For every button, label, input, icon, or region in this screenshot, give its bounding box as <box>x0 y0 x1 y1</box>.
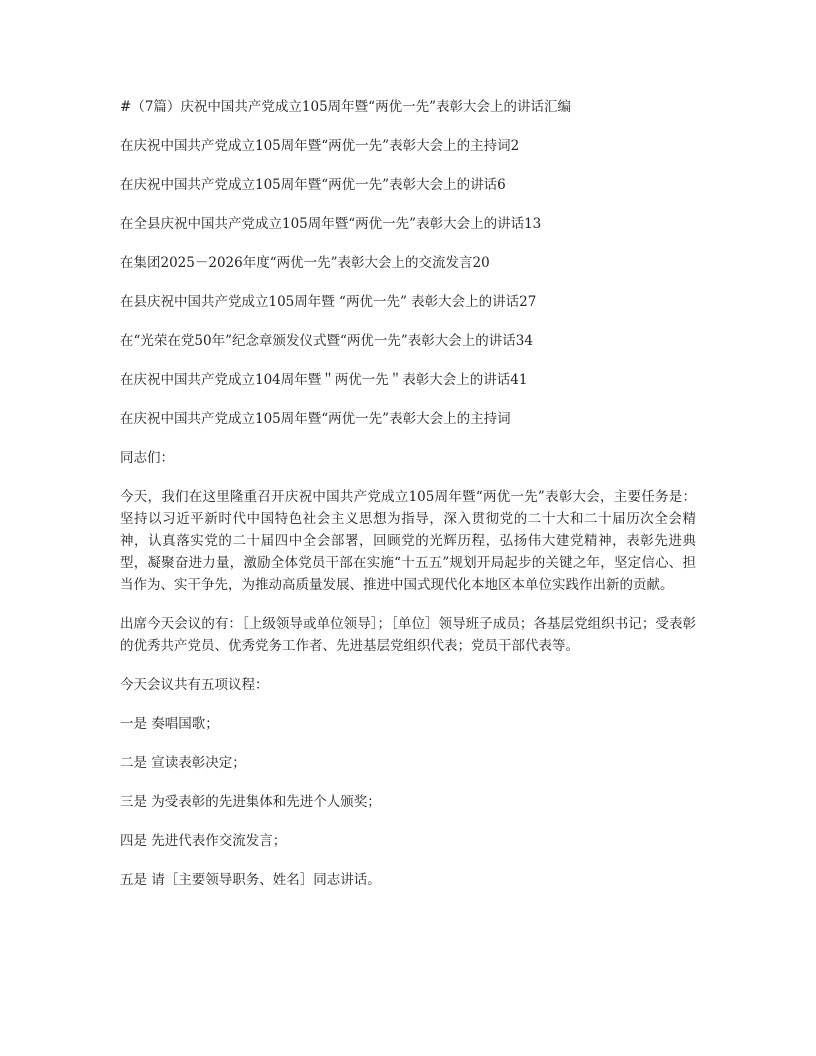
toc-item: 在县庆祝中国共产党成立105周年暨 “两优一先” 表彰大会上的讲话27 <box>120 294 537 310</box>
agenda-item: 一是 奏唱国歌； <box>120 716 219 732</box>
agenda-item: 三是 为受表彰的先进集体和先进个人颁奖； <box>120 794 381 810</box>
document-page <box>120 96 696 908</box>
toc-item: 在“光荣在党50年”纪念章颁发仪式暨“两优一先”表彰大会上的讲话34 <box>120 333 533 349</box>
opening-paragraph: 今天，我们在这里隆重召开庆祝中国共产党成立105周年暨“两优一先”表彰大会，主要任务是：坚持以习近平新时代中国特色社会主义思想为指导，深入贯彻党的二十大和二十届历次全会精神，认真落实党的二十届四中全会部署，回顾党的光辉历程，弘扬伟大建党精神，表彰先进典型，凝聚奋进力量，激励全体党员干部在实施“十五五”规划开局起步的关键之年，坚定信心、担当作为、实干争先，为推动高质量发展、推进中国式现代化本地区本单位实践作出新的贡献。 <box>120 489 696 593</box>
attendees-paragraph: 出席今天会议的有：［上级领导或单位领导］；［单位］领导班子成员；各基层党组织书记；受表彰的优秀共产党员、优秀党务工作者、先进基层党组织代表；党员干部代表等。 <box>120 616 696 654</box>
document-title: #（7篇）庆祝中国共产党成立105周年暨“两优一先”表彰大会上的讲话汇编 <box>120 99 571 115</box>
greeting: 同志们： <box>120 450 174 466</box>
agenda-item: 五是 请［主要领导职务、姓名］同志讲话。 <box>120 872 381 888</box>
section-title: 在庆祝中国共产党成立105周年暨“两优一先”表彰大会上的主持词 <box>120 411 511 427</box>
toc-item: 在庆祝中国共产党成立105周年暨“两优一先”表彰大会上的主持词2 <box>120 138 520 154</box>
agenda-intro: 今天会议共有五项议程： <box>120 677 269 693</box>
toc-item: 在全县庆祝中国共产党成立105周年暨“两优一先”表彰大会上的讲话13 <box>120 216 542 232</box>
agenda-item: 二是 宣读表彰决定； <box>120 755 246 771</box>
toc-item: 在集团2025－2026年度“两优一先”表彰大会上的交流发言20 <box>120 255 490 271</box>
agenda-item: 四是 先进代表作交流发言； <box>120 833 287 849</box>
toc-item: 在庆祝中国共产党成立105周年暨“两优一先”表彰大会上的讲话6 <box>120 177 506 193</box>
toc-item: 在庆祝中国共产党成立104周年暨＂两优一先＂表彰大会上的讲话41 <box>120 372 528 388</box>
